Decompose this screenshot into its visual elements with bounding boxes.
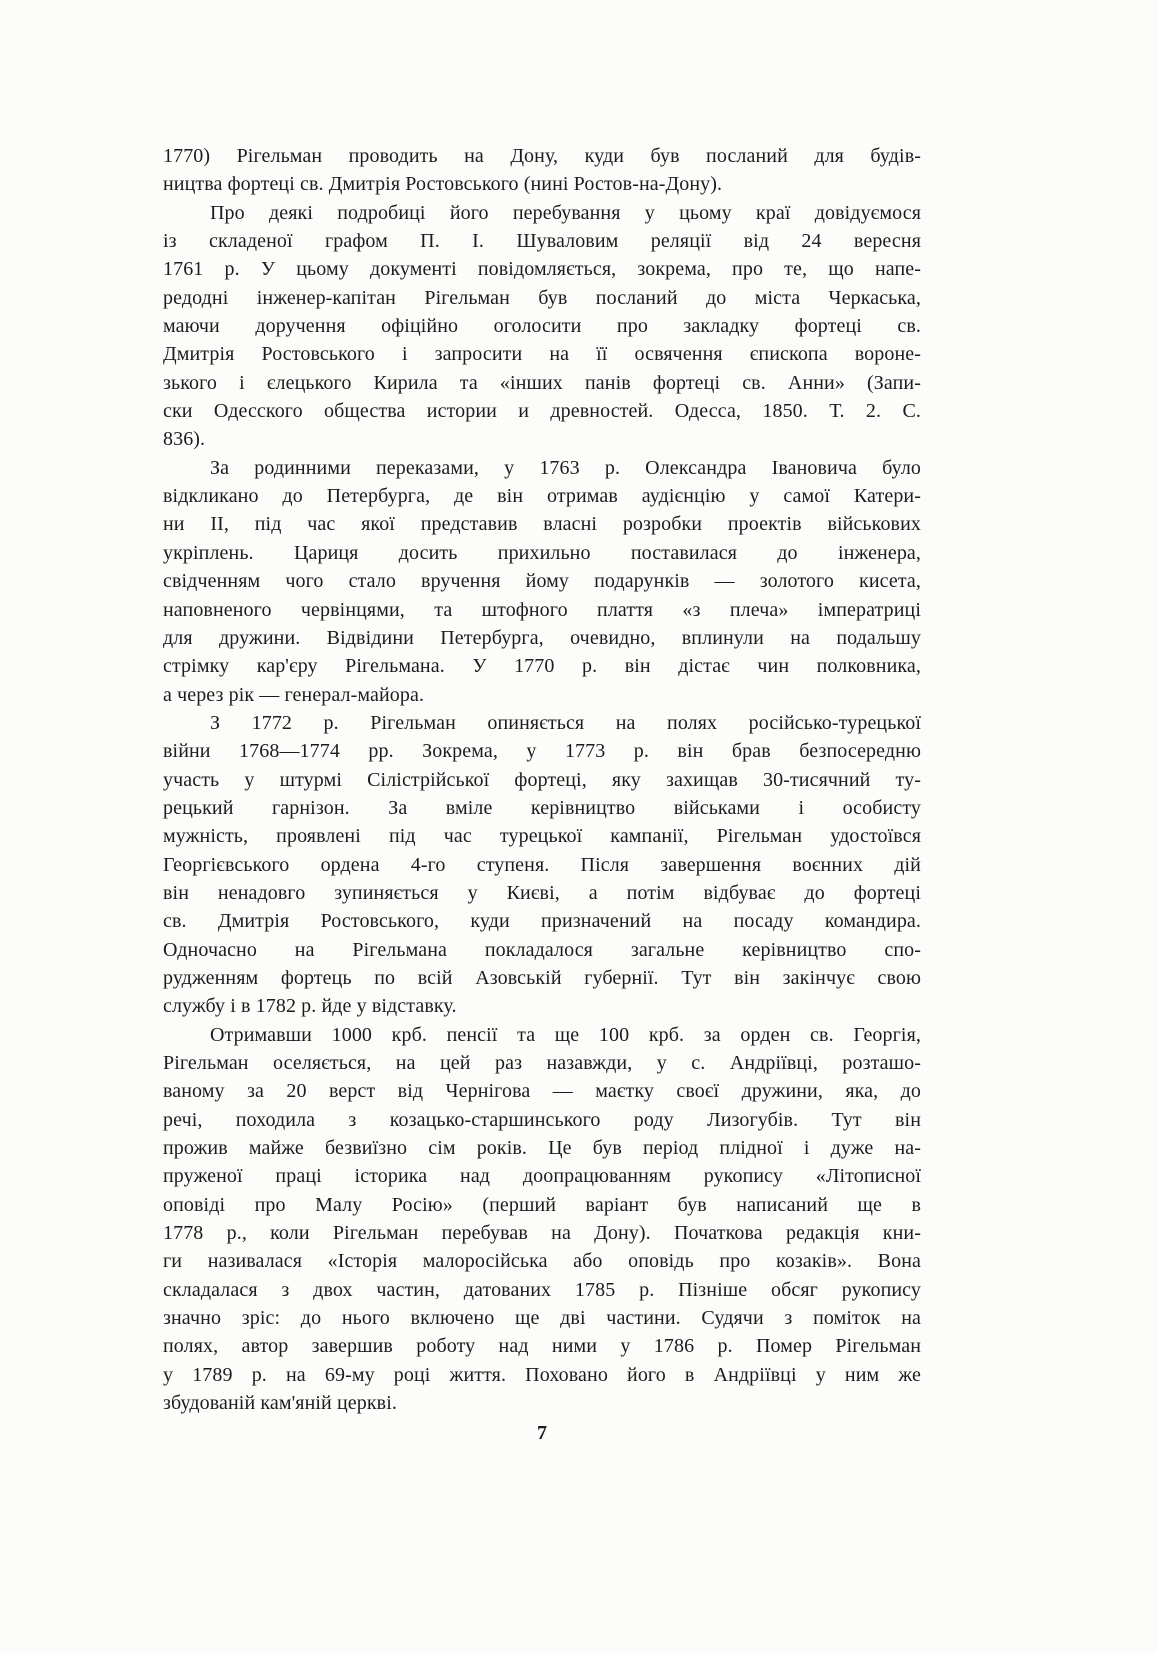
paragraph xyxy=(163,709,921,1021)
text-line: ни II, під час якої представив власні розробки проектів військових xyxy=(163,513,921,536)
text-line: 1761 р. У цьому документі повідомляється, зокрема, про те, що напе- xyxy=(163,258,921,281)
text-line: свідченням чого стало вручення йому подарунків — золотого кисета, xyxy=(163,570,921,593)
text-line: За родинними переказами, у 1763 р. Олександра Івановича було xyxy=(210,456,921,479)
paragraph xyxy=(163,454,921,709)
text-line: війни 1768—1774 рр. Зокрема, у 1773 р. він брав безпосередню xyxy=(163,740,921,763)
text-line: Отримавши 1000 крб. пенсії та ще 100 крб. за орден св. Георгія, xyxy=(210,1023,921,1046)
text-line: оповіді про Малу Росію» (перший варіант був написаний ще в xyxy=(163,1193,921,1216)
text-line: прожив майже безвиїзно сім років. Це був період плідної і дуже на- xyxy=(163,1137,921,1160)
text-line: ги називалася «Історія малоросійська або оповідь про козаків». Вона xyxy=(163,1250,921,1273)
text-line: він ненадовго зупиняється у Києві, а потім відбуває до фортеці xyxy=(163,881,921,904)
text-line: укріплень. Цариця досить прихильно поставилася до інженера, xyxy=(163,541,921,564)
text-line: рудженням фортець по всій Азовській губернії. Тут він закінчує свою xyxy=(163,966,921,989)
text-line: значно зріс: до нього включено ще дві частини. Судячи з поміток на xyxy=(163,1307,921,1330)
paragraph xyxy=(163,199,921,454)
page-text xyxy=(163,142,921,1417)
text-line: у 1789 р. на 69-му році життя. Поховано його в Андріївці у ним же xyxy=(163,1363,921,1386)
text-line: ваному за 20 верст від Чернігова — маєтку своєї дружини, яка, до xyxy=(163,1080,921,1103)
text-line: а через рік — генерал-майора. xyxy=(163,683,425,706)
text-line: ництва фортеці св. Дмитрія Ростовського (нині Ростов-на-Дону). xyxy=(163,173,723,196)
text-line: 1770) Рігельман проводить на Дону, куди був посланий для будів- xyxy=(163,145,921,167)
text-line: мужність, проявлені під час турецької кампанії, Рігельман удостоївся xyxy=(163,825,921,848)
text-line: стрімку кар'єру Рігельмана. У 1770 р. він дістає чин полковника, xyxy=(163,655,921,678)
text-line: Георгієвського ордена 4-го ступеня. Після завершення воєнних дій xyxy=(163,853,921,876)
text-line: 836). xyxy=(163,428,206,451)
text-line: маючи доручення офіційно оголосити про закладку фортеці св. xyxy=(163,315,921,338)
text-line: редодні інженер-капітан Рігельман був посланий до міста Черкаська, xyxy=(163,286,921,309)
paragraph xyxy=(163,142,921,199)
text-line: складалася з двох частин, датованих 1785 р. Пізніше обсяг рукопису xyxy=(163,1278,921,1301)
text-line: відкликано до Петербурга, де він отримав аудієнцію у самої Катери- xyxy=(163,485,921,508)
text-line: пруженої праці історика над доопрацюванням рукопису «Літописної xyxy=(163,1165,921,1188)
paragraph xyxy=(163,1021,921,1418)
text-line: ски Одесского общества истории и древностей. Одесса, 1850. Т. 2. С. xyxy=(163,400,921,423)
text-line: для дружини. Відвідини Петербурга, очевидно, вплинули на подальшу xyxy=(163,626,921,649)
text-line: Рігельман оселяється, на цей раз назавжди, у с. Андріївці, розташо- xyxy=(163,1052,921,1074)
text-line: наповненого червінцями, та штофного плаття «з плеча» імператриці xyxy=(163,598,921,621)
text-line: Дмитрія Ростовського і запросити на її освячення єпископа вороне- xyxy=(163,343,921,366)
text-line: Одночасно на Рігельмана покладалося загальне керівництво спо- xyxy=(163,938,921,961)
text-line: полях, автор завершив роботу над ними у 1786 р. Помер Рігельман xyxy=(163,1335,921,1358)
text-line: 1778 р., коли Рігельман перебував на Дону). Початкова редакція кни- xyxy=(163,1222,921,1245)
text-line: рецький гарнізон. За вміле керівництво військами і особисту xyxy=(163,796,921,819)
text-line: збудованій кам'яній церкві. xyxy=(163,1392,397,1415)
text-line: зького і єлецького Кирила та «інших панів фортеці св. Анни» (Запи- xyxy=(163,371,921,394)
text-line: Про деякі подробиці його перебування у цьому краї довідуємося xyxy=(210,201,921,224)
text-line: участь у штурмі Сілістрійської фортеці, яку захищав 30-тисячний ту- xyxy=(163,768,921,791)
text-line: З 1772 р. Рігельман опиняється на полях російсько-турецької xyxy=(210,711,921,734)
text-line: св. Дмитрія Ростовського, куди призначений на посаду командира. xyxy=(163,910,921,933)
page-number: 7 xyxy=(537,1422,547,1444)
text-line: речі, походила з козацько-старшинського роду Лизогубів. Тут він xyxy=(163,1108,921,1131)
text-line: із складеної графом П. І. Шуваловим реляції від 24 вересня xyxy=(163,230,921,253)
text-line: службу і в 1782 р. йде у відставку. xyxy=(163,995,457,1018)
